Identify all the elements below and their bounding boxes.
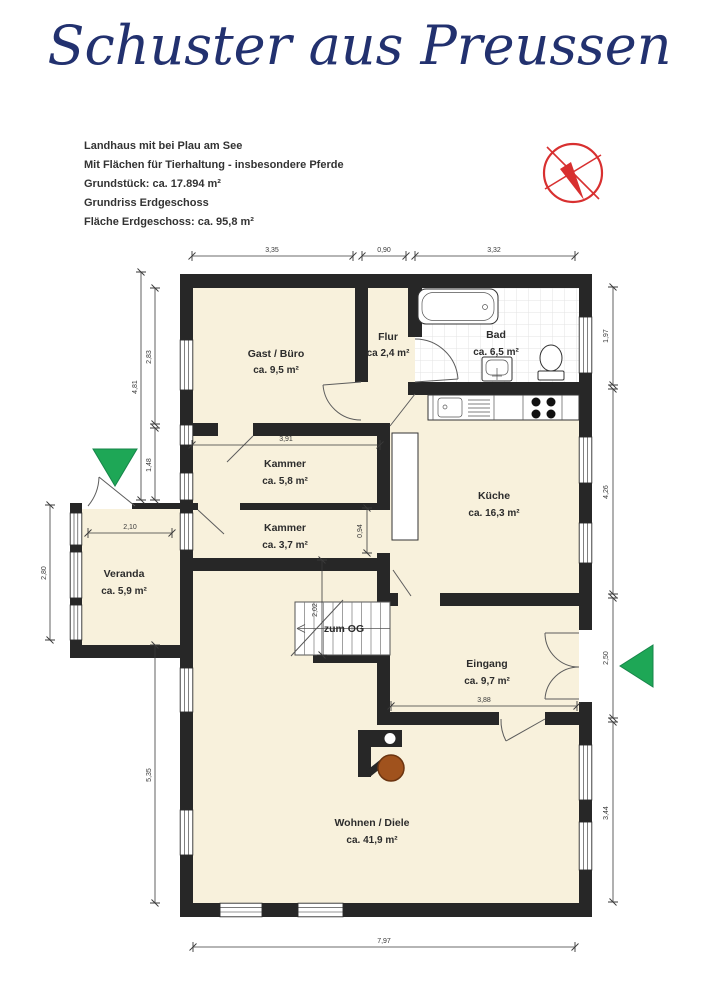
kammer2-name: Kammer (263, 522, 307, 534)
compass-north-icon (544, 144, 602, 202)
bad-name: Bad (486, 329, 506, 341)
dim-right-1: 1,97 (603, 329, 610, 343)
window-left-kammer1-b (180, 473, 193, 500)
info-line-plot-size: Grundstück: ca. 17.894 m² (84, 178, 221, 190)
window-bottom-a (220, 903, 262, 917)
gast-name: Gast / Büro (247, 348, 305, 360)
kitchen-counter (428, 395, 579, 420)
gast-area: ca. 9,5 m² (253, 365, 299, 376)
toilet-icon (538, 345, 564, 380)
window-right-kueche-a (579, 437, 592, 483)
entrance-arrow-down-icon (93, 449, 137, 486)
kammer1-name: Kammer (263, 458, 307, 470)
eingang-area: ca. 9,7 m² (464, 676, 510, 687)
window-right-kueche-b (579, 523, 592, 563)
veranda-window-a (70, 513, 82, 545)
dim-veranda-width: 2,10 (123, 524, 137, 531)
kueche-name: Küche (477, 490, 511, 502)
window-left-wohnen-b (180, 810, 193, 855)
bathroom-sink-icon (482, 357, 512, 381)
flur-name: Flur (378, 331, 398, 343)
info-line-floor-area: Fläche Erdgeschoss: ca. 95,8 m² (84, 216, 254, 228)
veranda-window-b (70, 552, 82, 598)
dim-left-outer: 4,81 (132, 380, 139, 394)
dim-bottom: 7,97 (377, 938, 391, 945)
dim-right-3: 2,50 (603, 651, 610, 665)
eingang-name: Eingang (466, 658, 508, 670)
dim-eingang-width: 3,88 (477, 697, 491, 704)
info-line-location: Landhaus mit bei Plau am See (84, 140, 243, 152)
page-title: Schuster aus Preussen (47, 14, 672, 77)
dim-veranda-height: 2,80 (41, 566, 48, 580)
dim-stairs: 2,02 (312, 603, 319, 617)
info-line-usage: Mit Flächen für Tierhaltung - insbesondere Pferde (84, 159, 344, 171)
veranda-window-c (70, 605, 82, 640)
entrance-arrow-left-icon (620, 645, 653, 687)
wohnen-name: Wohnen / Diele (334, 817, 410, 829)
veranda-name: Veranda (103, 568, 145, 580)
dim-left-lower: 1,48 (146, 458, 153, 472)
dim-top-3: 3,32 (487, 247, 501, 254)
info-line-plan-name: Grundriss Erdgeschoss (84, 197, 209, 209)
dim-right-2: 4,26 (603, 485, 610, 499)
bad-area: ca. 6,5 m² (473, 347, 519, 358)
stairs-label: zum OG (323, 623, 365, 635)
window-left-kammer1-a (180, 425, 193, 445)
dim-kammer-width: 3,91 (279, 436, 293, 443)
dim-kammer2-opening: 0,94 (357, 524, 364, 538)
dim-top-2: 0,90 (377, 247, 391, 254)
window-right-wohnen-a (579, 745, 592, 800)
window-left-gast (180, 340, 193, 390)
dim-top-1: 3,35 (265, 247, 279, 254)
bathtub-icon (418, 289, 498, 324)
kitchen-cabinet (392, 433, 418, 540)
dim-right-4: 3,44 (603, 806, 610, 820)
wohnen-area: ca. 41,9 m² (346, 835, 398, 846)
window-left-wohnen-a (180, 668, 193, 712)
kammer2-area: ca. 3,7 m² (262, 540, 308, 551)
flur-area: ca 2,4 m² (366, 348, 410, 359)
veranda-kammer2-door (180, 513, 193, 550)
veranda-entry-door (88, 477, 135, 506)
window-bottom-b (298, 903, 343, 917)
dim-left-bottom: 5,35 (146, 768, 153, 782)
window-right-wohnen-b (579, 822, 592, 870)
veranda-area: ca. 5,9 m² (101, 586, 147, 597)
kueche-area: ca. 16,3 m² (468, 508, 520, 519)
kammer1-area: ca. 5,8 m² (262, 476, 308, 487)
window-right-bad (579, 317, 592, 373)
dim-left-upper: 2,83 (146, 350, 153, 364)
